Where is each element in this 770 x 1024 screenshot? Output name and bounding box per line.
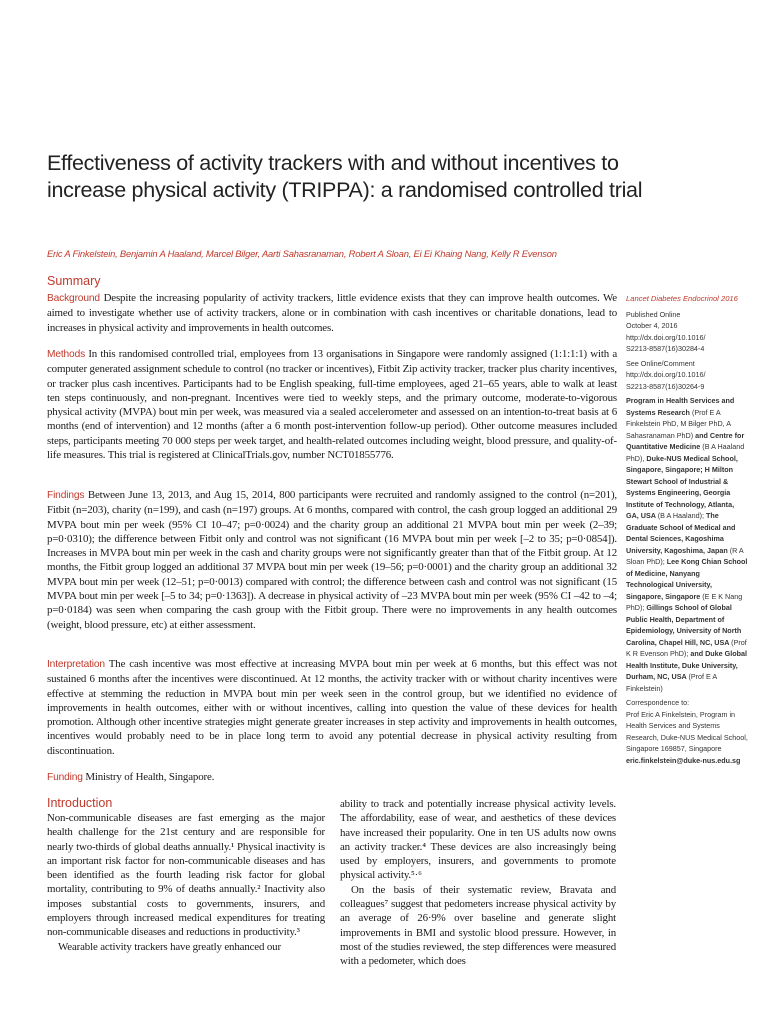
affiliation-authors: (R A Sloan PhD); (626, 545, 744, 566)
intro-paragraph: Non-communicable diseases are fast emerging as the major health challenge for the 21st century and are responsible for nearly two-thirds of global deaths annually.¹ Physical inactivity is an important risk factor for non-communicable diseases and has been identified as the fourth leading risk factor for global mortality, contributing to 9% of deaths annually.² Inactivity also imposes substantial costs to governments, insurers, and employers through increased medical expenditures for treating non-communicable diseases and reductions in productivity.³ (47, 812, 325, 939)
interpretation-label: Interpretation (47, 659, 105, 670)
intro-paragraph: Wearable activity trackers have greatly enhanced our (58, 940, 281, 953)
findings-text: Between June 13, 2013, and Aug 15, 2014, 800 participants were recruited and randomly assigned to the control (n=201), Fitbit (n=203), charity (n=199), and cash (n=197) groups. At 6 months, compared with control, the cash group logged an additional 29 MVPA bout min per week (95% CI 10–47; p=0·0024) and the charity group an additional 21 MVPA bout min per week (2–39; p=0·0310); the difference between Fitbit only and control was not significant (16 MVPA bout min per week [–2 to 35; p=0·0854]). Increases in MVPA bout min per week in the cash and charity groups were not significantly greater than that of the Fitbit group. At 12 months, the Fitbit group logged an additional 37 MVPA bout min per week (19–56; p=0·0001) and the charity group an additional 32 MVPA bout min per week (12–51; p=0·0013) compared with control; the difference between cash and control was not significant (15 MVPA bout min per week [–5 to 34; p=0·1363]). A decrease in physical activity of –23 MVPA bout min per week (95% CI –42 to –4; p=0·0184) was seen when comparing the cash group with the Fitbit group. There were no improvements in any health outcomes (weight, blood pressure, etc) at either assessment. (47, 489, 617, 631)
background-label: Background (47, 293, 100, 304)
introduction-heading: Introduction (47, 796, 113, 810)
affiliation-institution: and Duke Global Health Institute, Duke University, Durham, NC, USA (626, 649, 748, 681)
affiliations (626, 395, 748, 694)
background-text: Despite the increasing popularity of activity trackers, little evidence exists that they can improve health outcomes. We aimed to investigate whether use of activity trackers, alone or in combination with cash incentives or charitable donations, lead to increases in physical activity and improvements in health outcomes. (47, 292, 617, 334)
findings-label: Findings (47, 490, 85, 501)
funding-label: Funding (47, 772, 83, 783)
published-online: Published Online October 4, 2016 http://dx.doi.org/10.1016/ S2213-8587(16)30284-4 (626, 309, 706, 353)
methods-text: In this randomised controlled trial, employees from 13 organisations in Singapore were randomly assigned (1:1:1:1) with a computer generated assignment schedule to control (no tracker or incentives), Fitbit Zip activity tracker, tracker plus charity incentives, or tracker plus cash incentives. Participants had to be English speaking, full-time employees, aged 21–65 years, able to walk at least ten steps continuously, and non-pregnant. Incentives were tied to weekly steps, and the primary outcome, moderate-to-vigorous physical activity (MVPA) bout min per week, was measured via a sealed accelerometer and assessed on an intention-to-treat basis at 6 months (end of intervention) and 12 months (after a 6 month post-intervention follow-up period). Other outcome measures included steps, participants meeting 70 000 steps per week target, and health-related outcomes including weight, blood pressure, and quality-of-life measures. This trial is registered at ClinicalTrials.gov, number NCT01855776. (47, 348, 618, 462)
summary-heading: Summary (47, 274, 101, 288)
intro-paragraph: ability to track and potentially increase physical activity levels. The affordability, ease of wear, and aesthetics of these devices have increased their popularity. One in ten US adults now owns an activity tracker.⁴ These devices are also increasingly being used by employers, insurers, and governments to promote physical activity.⁵·⁶ (340, 798, 616, 882)
affiliation-institution: and Centre for Quantitative Medicine (626, 430, 745, 451)
affiliation-authors: (Prof K R Evenson PhD); (626, 637, 747, 658)
article-sidebar (626, 293, 748, 766)
journal-citation: Lancet Diabetes Endocrinol 2016 (626, 294, 738, 303)
correspondence-label: Correspondence to: (626, 698, 690, 707)
affiliation-authors: (Prof E A Finkelstein PhD, M Bilger PhD, A Sahasranaman PhD) (626, 407, 731, 440)
author-list: Eric A Finkelstein, Benjamin A Haaland, Marcel Bilger, Aarti Sahasranaman, Robert A Sloan, Ei Ei Khaing Nang, Kelly R Evenson (47, 248, 557, 259)
affiliation-institution: Duke-NUS Medical School, Singapore, Singapore; H Milton Stewart School of Industrial & Systems Engineering, Georgia Institute of Technology, Atlanta, GA, USA (626, 453, 738, 520)
article-title: Effectiveness of activity trackers with and without incentives to increase physical activity (TRIPPA): a randomised controlled trial (47, 151, 643, 202)
methods-label: Methods (47, 349, 86, 360)
affiliation-authors: (E E K Nang PhD); (626, 591, 743, 612)
introduction-left-column (47, 811, 325, 954)
intro-paragraph: On the basis of their systematic review, Bravata and colleagues⁷ suggest that pedometers increase physical activity by an average of 26·9% over baseline and generate slight improvements in BMI and systolic blood pressure. However, in most of the studies reviewed, the step differences were measured with a pedometer, which does (340, 883, 616, 968)
summary-findings (47, 488, 617, 632)
summary-interpretation (47, 657, 617, 758)
affiliation-institution: Program in Health Services and Systems Research (626, 396, 735, 417)
correspondence-email[interactable]: eric.finkelstein@duke-nus.edu.sg (626, 755, 741, 765)
affiliation-institution: The Graduate School of Medical and Dental Sciences, Kagoshima University, Kagoshima, Japan (626, 511, 736, 555)
affiliation-authors: (Prof E A Finkelstein) (626, 672, 717, 693)
correspondence-address: Prof Eric A Finkelstein, Program in Health Services and Systems Research, Duke-NUS Medical School, Singapore 169857, Singapore (626, 709, 748, 753)
summary-methods (47, 347, 617, 462)
summary-background (47, 291, 617, 335)
affiliation-authors: (B A Haaland); (657, 511, 707, 520)
see-online-comment: See Online/Comment http://dx.doi.org/10.1016/ S2213-8587(16)30264-9 (626, 358, 706, 391)
affiliation-institution: Gillings School of Global Public Health, Department of Epidemiology, University of North Carolina, Chapel Hill, NC, USA (626, 603, 742, 647)
funding-text: Ministry of Health, Singapore. (85, 771, 215, 783)
affiliation-institution: Lee Kong Chian School of Medicine, Nanyang Technological University, Singapore, Singapore (626, 557, 748, 601)
affiliation-authors: (B A Haaland PhD), (626, 442, 745, 463)
interpretation-text: The cash incentive was most effective at increasing MVPA bout min per week at 6 months, but this effect was not sustained 6 months after the incentives were discontinued. At 12 months, the activity tracker with or without charity incentives were effective at stemming the reduction in MVPA bout min per week seen in the control group, but we identified no evidence of improvements in health outcomes, either with or without incentives, calling into question the value of these devices for health promotion. Although other incentive strategies might generate greater increases in step activity and improvements in health outcomes, incentives would probably need to be in place long term to avoid any potential decrease in physical activity resulting from discontinuation. (47, 658, 617, 757)
summary-funding (47, 770, 617, 785)
introduction-right-column (340, 797, 616, 969)
